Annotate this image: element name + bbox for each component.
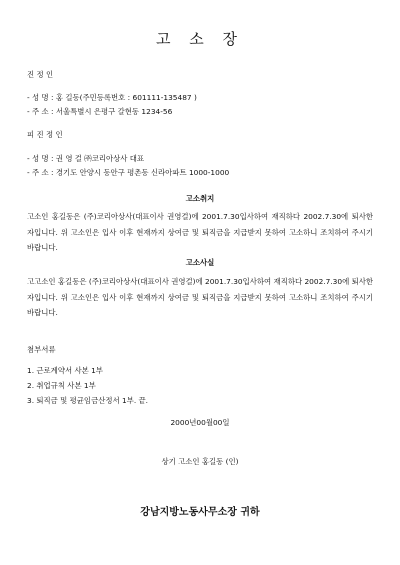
purpose-paragraph: 고소인 홍길동은 (주)코리아상사(대표이사 권영걸)에 2001.7.30입사하여 재직하다 2002.7.30에 퇴사한 자입니다. 위 고소인은 입사 이후 현재까지 상여금 및 퇴직금을 지급받지 못하여 고소하니 조치하여 주시기 바랍니다. — [27, 212, 373, 252]
attachment-item: 2. 취업규칙 사본 1부 — [27, 381, 96, 390]
respondent-heading: 피 진 정 인 — [27, 130, 63, 139]
respondent-address-line: - 주 소 : 경기도 안양시 동안구 평촌동 신라아파트 1000-1000 — [27, 168, 230, 177]
recipient-line: 강남지방노동사무소장 귀하 — [140, 507, 260, 518]
complainant-name-line: - 성 명 : 홍 길동(주민등록번호 : 601111-135487 ) — [27, 93, 197, 102]
document-title: 고 소 장 — [155, 30, 244, 48]
section-heading-purpose: 고소취지 — [185, 194, 215, 203]
respondent-name-line: - 성 명 : 권 영 걸 ㈜코리아상사 대표 — [27, 154, 145, 163]
section-heading-facts: 고소사실 — [185, 258, 215, 267]
signature-line: 상기 고소인 홍길동 (인) — [161, 457, 239, 466]
complainant-heading: 진 정 인 — [27, 70, 54, 79]
complainant-address-line: - 주 소 : 서울특별시 은평구 갈현동 1234-56 — [27, 107, 173, 116]
facts-paragraph: 고고소인 홍길동은 (주)코리아상사(대표이사 권영걸)에 2001.7.30입사하여 재직하다 2002.7.30에 퇴사한 자입니다. 위 고소인은 입사 이후 현재까지 상여금 및 퇴직금을 지급받지 못하여 고소하니 조치하여 주시기 바랍니다. — [27, 277, 373, 317]
attachment-item: 1. 근로계약서 사본 1부 — [27, 366, 103, 375]
attachments-heading: 첨부서류 — [27, 345, 56, 354]
document-date: 2000년00월00일 — [170, 418, 230, 427]
attachment-item: 3. 퇴직금 및 평균임금산정서 1부. 끝. — [27, 396, 149, 405]
